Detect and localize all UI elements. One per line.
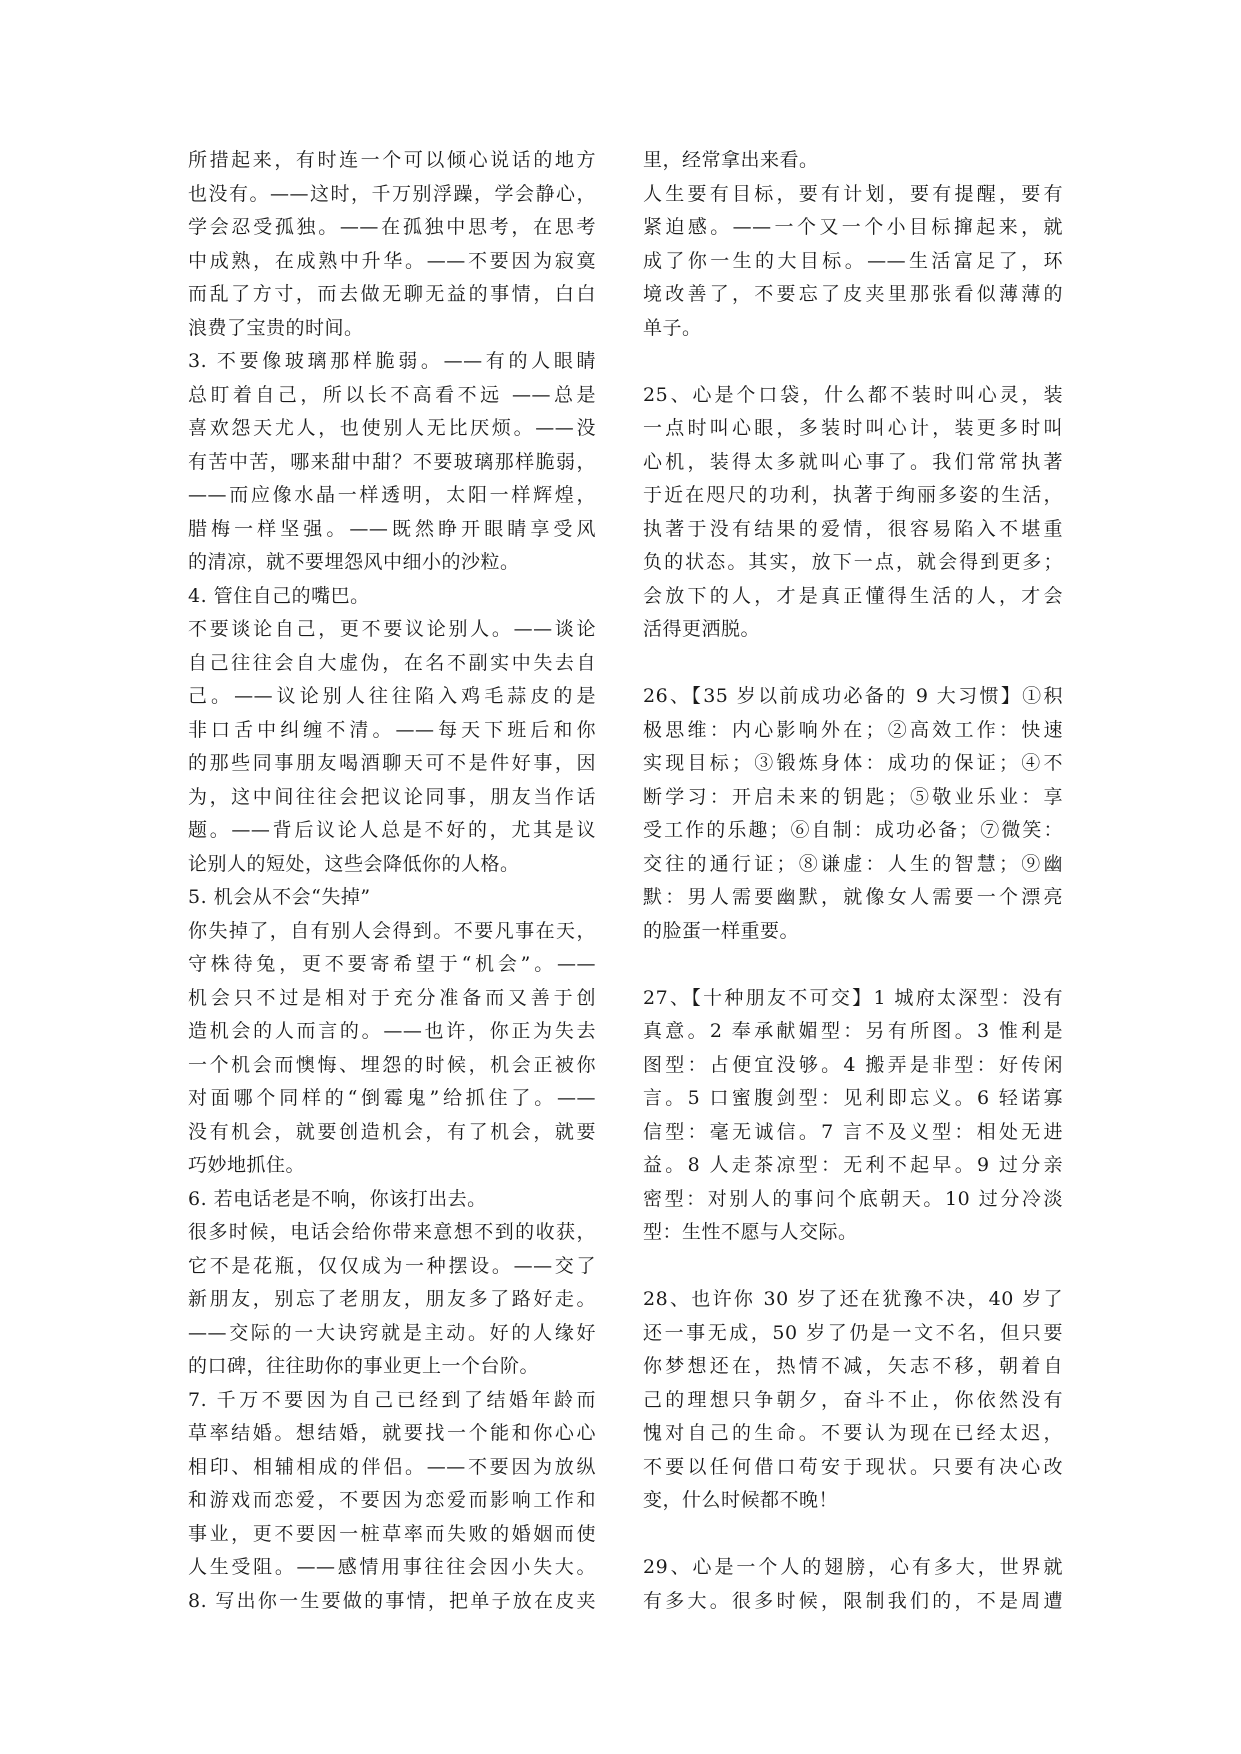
text-line: 新朋友，别忘了老朋友，朋友多了路好走。 [188, 1288, 596, 1310]
paragraph-gap [643, 948, 1063, 982]
text-line: 28、也许你 30 岁了还在犹豫不决，40 岁了 [643, 1288, 1063, 1310]
text-line: 机会只不过是相对于充分准备而又善于创 [188, 986, 596, 1009]
text-line: 益。8 人走茶凉型：无利不起早。9 过分亲 [643, 1154, 1063, 1176]
text-line: 一点时叫心眼，多装时叫心计，装更多时叫 [643, 417, 1063, 439]
text-line: 你梦想还在，热情不减，矢志不移，朝着自 [643, 1355, 1063, 1377]
text-line: 密型：对别人的事问个底朝天。10 过分冷淡 [643, 1187, 1063, 1210]
text-line: 29、心是一个人的翅膀，心有多大，世界就 [643, 1556, 1063, 1578]
text-line: 活得更洒脱。 [643, 618, 761, 640]
text-line: 所措起来，有时连一个可以倾心说话的地方 [188, 149, 596, 171]
text-line: 巧妙地抓住。 [188, 1154, 306, 1176]
text-line: 一个机会而懊悔、埋怨的时候，机会正被你 [188, 1053, 596, 1076]
text-line: 草率结婚。想结婚，就要找一个能和你心心 [188, 1422, 596, 1444]
text-line: 实现目标；③锻炼身体：成功的保证；④不 [643, 752, 1063, 774]
text-line: 而乱了方寸，而去做无聊无益的事情，白白 [188, 283, 596, 305]
text-line: 它不是花瓶，仅仅成为一种摆设。——交了 [188, 1254, 596, 1277]
text-line: 信型：毫无诚信。7 言不及义型：相处无进 [643, 1120, 1063, 1143]
text-line: 自己往往会自大虚伪，在名不副实中失去自 [188, 651, 596, 674]
left-text-column [188, 144, 596, 1618]
text-line: 真意。2 奉承献媚型：另有所图。3 惟利是 [643, 1020, 1063, 1042]
text-line: 喜欢怨天尤人，也使别人无比厌烦。——没 [188, 417, 596, 439]
text-line: 浪费了宝贵的时间。 [188, 316, 364, 339]
right-text-column [643, 144, 1063, 1618]
text-line: 你失掉了，自有别人会得到。不要凡事在天， [188, 919, 596, 942]
text-line: 极思维：内心影响外在；②高效工作：快速 [643, 718, 1063, 741]
text-line: 执著于没有结果的爱情，很容易陷入不堪重 [643, 517, 1063, 540]
text-line: 总盯着自己，所以长不高看不远 ——总是 [188, 383, 596, 406]
text-line: 8. 写出你一生要做的事情，把单子放在皮夹 [188, 1589, 596, 1612]
text-line: 负的状态。其实，放下一点，就会得到更多； [643, 551, 1063, 573]
text-line: 6. 若电话老是不响，你该打出去。 [188, 1187, 487, 1210]
text-line: 不要谈论自己，更不要议论别人。——谈论 [188, 618, 596, 640]
text-line: 非口舌中纠缠不清。——每天下班后和你 [188, 718, 596, 741]
text-line: 27、【十种朋友不可交】1 城府太深型：没有 [643, 986, 1063, 1009]
text-line: 题。——背后议论人总是不好的，尤其是议 [188, 819, 596, 841]
text-line: 会放下的人，才是真正懂得生活的人，才会 [643, 584, 1063, 607]
text-line: 己。——议论别人往往陷入鸡毛蒜皮的是 [188, 685, 596, 707]
text-line: 愧对自己的生命。不要认为现在已经太迟， [643, 1422, 1063, 1444]
text-line: 图型：占便宜没够。4 搬弄是非型：好传闲 [643, 1053, 1063, 1076]
text-line: 境改善了，不要忘了皮夹里那张看似薄薄的 [643, 283, 1063, 305]
text-line: 己的理想只争朝夕，奋斗不止，你依然没有 [643, 1388, 1063, 1411]
text-line: 型：生性不愿与人交际。 [643, 1221, 858, 1243]
text-line: 学会忍受孤独。——在孤独中思考，在思考 [188, 216, 596, 238]
text-line: 论别人的短处，这些会降低你的人格。 [188, 852, 520, 875]
text-line: 还一事无成，50 岁了仍是一文不名，但只要 [643, 1321, 1063, 1344]
text-line: 很多时候，电话会给你带来意想不到的收获， [188, 1221, 596, 1243]
text-line: 7. 千万不要因为自己已经到了结婚年龄而 [188, 1388, 596, 1411]
text-line: 有苦中苦，哪来甜中甜？不要玻璃那样脆弱， [188, 450, 596, 473]
text-line: 的口碑，往往助你的事业更上一个台阶。 [188, 1355, 540, 1377]
text-line: 守株待兔，更不要寄希望于“机会”。—— [188, 953, 596, 975]
text-line: 有多大。很多时候，限制我们的，不是周遭 [643, 1589, 1063, 1612]
text-line: 5. 机会从不会“失掉” [188, 886, 371, 908]
text-line: 心机，装得太多就叫心事了。我们常常执著 [643, 450, 1063, 473]
text-line: 腊梅一样坚强。——既然睁开眼睛享受风 [188, 517, 596, 540]
text-line: 26、【35 岁以前成功必备的 9 大习惯】①积 [643, 685, 1063, 707]
text-line: 和游戏而恋爱，不要因为恋爱而影响工作和 [188, 1489, 596, 1511]
text-line: 变，什么时候都不晚！ [643, 1489, 839, 1511]
text-line: 里，经常拿出来看。 [643, 149, 819, 171]
text-line: 的脸蛋一样重要。 [643, 919, 800, 942]
text-line: ——而应像水晶一样透明，太阳一样辉煌， [188, 484, 596, 506]
text-line: 交往的通行证；⑧谦虚：人生的智慧；⑨幽 [643, 852, 1063, 875]
text-line: 的那些同事朋友喝酒聊天可不是件好事，因 [188, 752, 596, 774]
text-line: 3. 不要像玻璃那样脆弱。——有的人眼睛 [188, 350, 596, 372]
text-line: 受工作的乐趣；⑥自制：成功必备；⑦微笑： [643, 819, 1063, 841]
paragraph-gap [643, 1250, 1063, 1284]
paragraph-gap [643, 647, 1063, 681]
text-line: 为，这中间往往会把议论同事，朋友当作话 [188, 785, 596, 808]
text-line: 默：男人需要幽默，就像女人需要一个漂亮 [643, 886, 1063, 908]
text-line: ——交际的一大诀窍就是主动。好的人缘好 [188, 1321, 596, 1344]
text-line: 成了你一生的大目标。——生活富足了，环 [643, 249, 1063, 272]
text-line: 也没有。——这时，千万别浮躁，学会静心， [188, 182, 596, 205]
text-line: 造机会的人而言的。——也许，你正为失去 [188, 1020, 596, 1042]
text-line: 不要以任何借口苟安于现状。只要有决心改 [643, 1455, 1063, 1478]
text-line: 紧迫感。——一个又一个小目标撺起来，就 [643, 216, 1063, 238]
paragraph-gap [643, 345, 1063, 379]
text-line: 于近在咫尺的功利，执著于绚丽多姿的生活， [643, 484, 1063, 506]
paragraph-gap [643, 1518, 1063, 1552]
text-line: 单子。 [643, 316, 702, 339]
text-line: 4. 管住自己的嘴巴。 [188, 584, 370, 607]
text-line: 的清凉，就不要埋怨风中细小的沙粒。 [188, 551, 520, 573]
text-line: 人生受阻。——感情用事往往会因小失大。 [188, 1556, 596, 1578]
text-line: 25、心是个口袋，什么都不装时叫心灵，装 [643, 383, 1063, 406]
text-line: 事业，更不要因一桩草率而失败的婚姻而使 [188, 1522, 596, 1545]
text-line: 言。5 口蜜腹剑型：见利即忘义。6 轻诺寡 [643, 1087, 1063, 1109]
text-line: 人生要有目标，要有计划，要有提醒，要有 [643, 182, 1063, 205]
text-line: 中成熟，在成熟中升华。——不要因为寂寞 [188, 249, 596, 272]
text-line: 断学习：开启未来的钥匙；⑤敬业乐业：享 [643, 785, 1063, 808]
text-line: 没有机会，就要创造机会，有了机会，就要 [188, 1120, 596, 1143]
text-line: 相印、相辅相成的伴侣。——不要因为放纵 [188, 1455, 596, 1478]
text-line: 对面哪个同样的“倒霉鬼”给抓住了。—— [188, 1087, 596, 1109]
